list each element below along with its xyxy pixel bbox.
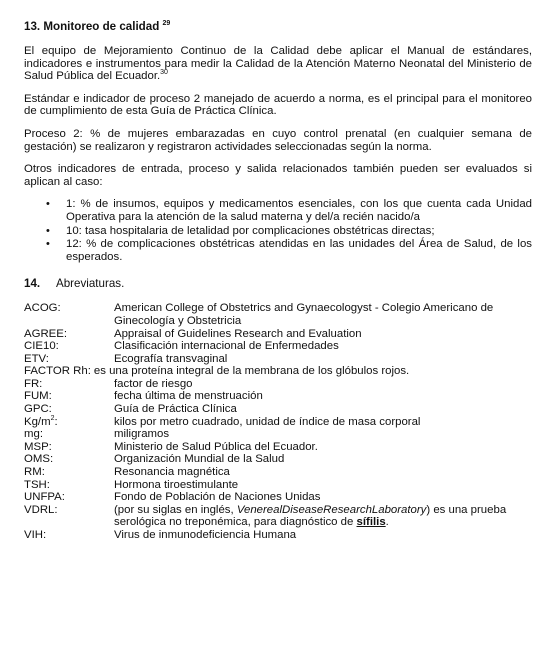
- abbreviation-list: [24, 302, 532, 541]
- abbreviation-definition: Clasificación internacional de Enfermedades: [114, 340, 339, 353]
- abbreviation-row: [24, 378, 532, 391]
- paragraph-4: Otros indicadores de entrada, proceso y salida relacionados también pueden ser evaluados si aplican al caso:: [24, 163, 532, 188]
- abbreviation-term: ACOG:: [24, 302, 61, 315]
- abbreviation-row: [24, 328, 532, 341]
- abbreviation-row: [24, 403, 532, 416]
- abbreviation-definition: Hormona tiroestimulante: [114, 478, 239, 491]
- abbreviation-term: FACTOR Rh:: [24, 365, 91, 378]
- paragraph-1-reference: 30: [160, 69, 168, 77]
- paragraph-2: Estándar e indicador de proceso 2 manejado de acuerdo a norma, es el principal para el monitoreo de cumplimiento de esta Guía de Práctica Clínica.: [24, 92, 532, 118]
- abbreviation-term: FUM:: [24, 390, 52, 403]
- abbreviation-row: [24, 441, 532, 454]
- abbreviation-row: [24, 428, 532, 441]
- abbreviation-term: UNFPA:: [24, 491, 65, 504]
- section-13-heading: 13. Monitoreo de calidad $^{29}$: [24, 20, 171, 33]
- abbreviation-definition: Appraisal of Guidelines Research and Evaluation: [114, 327, 362, 340]
- abbreviation-term: MSP:: [24, 440, 52, 453]
- abbreviation-term: RM:: [24, 466, 45, 479]
- abbreviation-definition: Resonancia magnética: [114, 466, 230, 479]
- abbreviation-definition: miligramos: [114, 428, 170, 441]
- abbreviation-term: VDRL:: [24, 503, 58, 516]
- abbreviation-term: VIH:: [24, 529, 47, 541]
- abbreviation-definition: fecha última de menstruación: [114, 390, 263, 403]
- indicator-list: [24, 198, 532, 263]
- abbreviation-row: [24, 453, 532, 466]
- abbreviation-row: [24, 466, 532, 479]
- abbreviation-definition: factor de riesgo: [114, 377, 193, 390]
- abbreviation-term: OMS:: [24, 453, 54, 466]
- abbreviation-definition: Guía de Práctica Clínica: [114, 403, 237, 416]
- paragraph-3: Proceso 2: % de mujeres embarazadas en cuyo control prenatal (en cualquier semana de gestación) se realizaron y registraron actividades seleccionadas según la norma.: [24, 127, 532, 153]
- abbreviation-term: AGREE:: [24, 327, 68, 340]
- abbreviation-definition: Ministerio de Salud Pública del Ecuador.: [114, 440, 318, 453]
- abbreviation-term: ETV:: [24, 352, 49, 365]
- abbreviation-definition: (por su siglas en inglés, VenerealDiseaseResearchLaboratory) es una prueba serológica no treponémica, para diagnóstico de sífilis.: [114, 503, 507, 529]
- abbreviation-definition: kilos por metro cuadrado, unidad de índice de masa corporal: [114, 415, 421, 428]
- list-item: • 12: % de complicaciones obstétricas atendidas en las unidades del Área de Salud, de los esperados.: [52, 238, 532, 263]
- abbreviation-definition: American College of Obstetrics and Gynaecologyst - Colegio Americano de Ginecología y Obstetricia: [114, 302, 494, 327]
- section-14-heading: 14. Abreviaturas.: [24, 277, 125, 291]
- abbreviation-row: [24, 491, 532, 504]
- abbreviation-row: [24, 340, 532, 353]
- abbreviation-definition: Fondo de Población de Naciones Unidas: [114, 491, 321, 504]
- abbreviation-term: FR:: [24, 377, 43, 390]
- abbreviation-definition: Virus de inmunodeficiencia Humana: [114, 529, 297, 541]
- abbreviation-row: [24, 390, 532, 403]
- list-item: • 1: % de insumos, equipos y medicamentos esenciales, con los que cuenta cada Unidad Operativa para la atención de la salud materna y del/a recién nacido/a: [52, 198, 532, 223]
- abbreviation-definition: es una proteína integral de la membrana de los glóbulos rojos.: [93, 365, 410, 378]
- abbreviation-row: [24, 504, 532, 529]
- heading-reference: 29: [162, 20, 171, 28]
- abbreviation-term: CIE10:: [24, 340, 59, 353]
- abbreviation-row: [24, 365, 532, 378]
- abbreviation-row: [24, 416, 532, 429]
- abbreviation-row: [24, 353, 532, 366]
- abbreviation-term: TSH:: [24, 478, 50, 491]
- abbreviation-definition: Organización Mundial de la Salud: [114, 453, 285, 466]
- abbreviation-row: [24, 529, 532, 542]
- list-item: • 10: tasa hospitalaria de letalidad por complicaciones obstétricas directas;: [52, 225, 532, 238]
- abbreviation-row: [24, 302, 532, 327]
- paragraph-1: El equipo de Mejoramiento Continuo de la Calidad debe aplicar el Manual de estándares, indicadores e instrumentos para medir la Calidad de la Atención Materno Neonatal del Ministerio de Salud Pública del Ecuador.$^{30}$: [24, 45, 532, 83]
- abbreviation-term: mg:: [24, 428, 43, 441]
- abbreviation-term: $Kg/m^2$:: [24, 414, 58, 428]
- abbreviation-term: GPC:: [24, 403, 52, 416]
- abbreviation-row: [24, 479, 532, 492]
- abbreviation-definition: Ecografía transvaginal: [114, 352, 228, 365]
